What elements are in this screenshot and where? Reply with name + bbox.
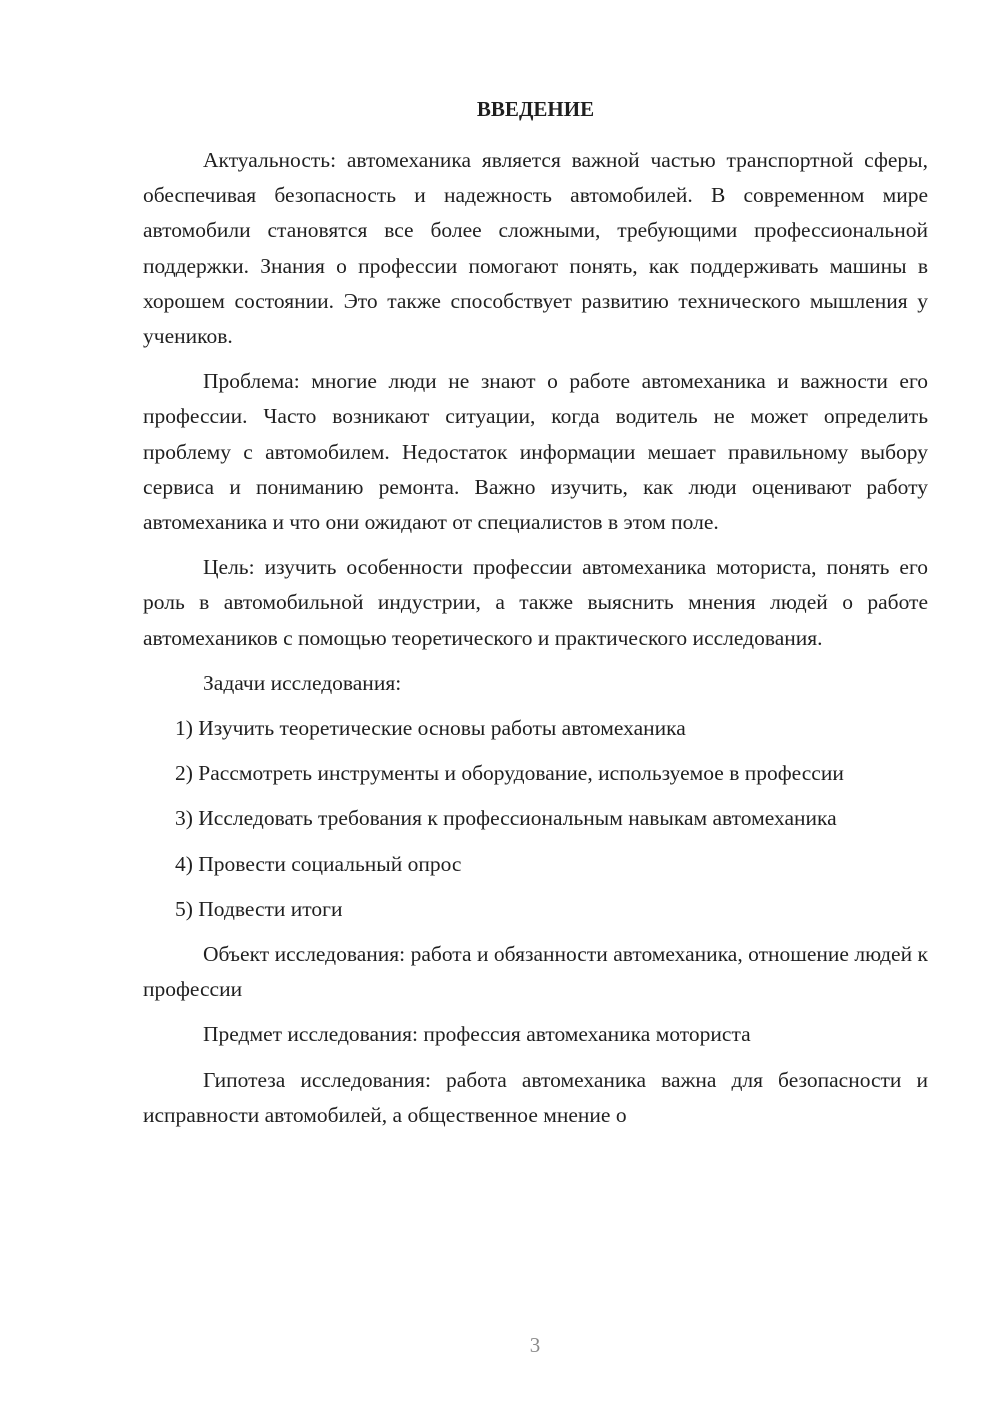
page-number: 3 bbox=[529, 1333, 541, 1357]
paragraph-object: Объект исследования: работа и обязанности автомеханика, отношение людей к профессии bbox=[143, 942, 928, 1002]
paragraph-goal: Цель: изучить особенности профессии автомеханика моториста, понять его роль в автомобильной индустрии, а также выяснить мнения людей о работе автомехаников с помощью теоретического и практического исследования. bbox=[143, 555, 928, 650]
paragraph-hypothesis: Гипотеза исследования: работа автомеханика важна для безопасности и исправности автомобилей, а общественное мнение о bbox=[143, 1067, 928, 1127]
list-item-task-1: 1) Изучить теоретические основы работы автомеханика bbox=[175, 716, 686, 741]
section-title: ВВЕДЕНИЕ bbox=[476, 97, 595, 121]
list-item-task-3: 3) Исследовать требования к профессиональным навыкам автомеханика bbox=[175, 806, 837, 831]
paragraph-problem: Проблема: многие люди не знают о работе автомеханика и важности его профессии. Часто возникают ситуации, когда водитель не может определить проблему с автомобилем. Недостаток информации мешает правильному выбору сервиса и пониманию ремонта. Важно изучить, как люди оценивают работу автомеханика и что они ожидают от специалистов в этом поле. bbox=[143, 369, 928, 535]
paragraph-relevance: Актуальность: автомеханика является важной частью транспортной сферы, обеспечивая безопасность и надежность автомобилей. В современном мире автомобили становятся все более сложными, требующими профессиональной поддержки. Знания о профессии помогают понять, как поддерживать машины в хорошем состоянии. Это также способствует развитию технического мышления у учеников. bbox=[143, 148, 928, 349]
list-item-task-2: 2) Рассмотреть инструменты и оборудование, используемое в профессии bbox=[175, 761, 844, 786]
document-page bbox=[143, 90, 928, 1133]
list-item-task-4: 4) Провести социальный опрос bbox=[175, 851, 462, 876]
list-item-task-5: 5) Подвести итоги bbox=[175, 896, 343, 921]
paragraph-subject: Предмет исследования: профессия автомеханика моториста bbox=[203, 1022, 751, 1047]
paragraph-tasks-heading: Задачи исследования: bbox=[203, 670, 402, 695]
